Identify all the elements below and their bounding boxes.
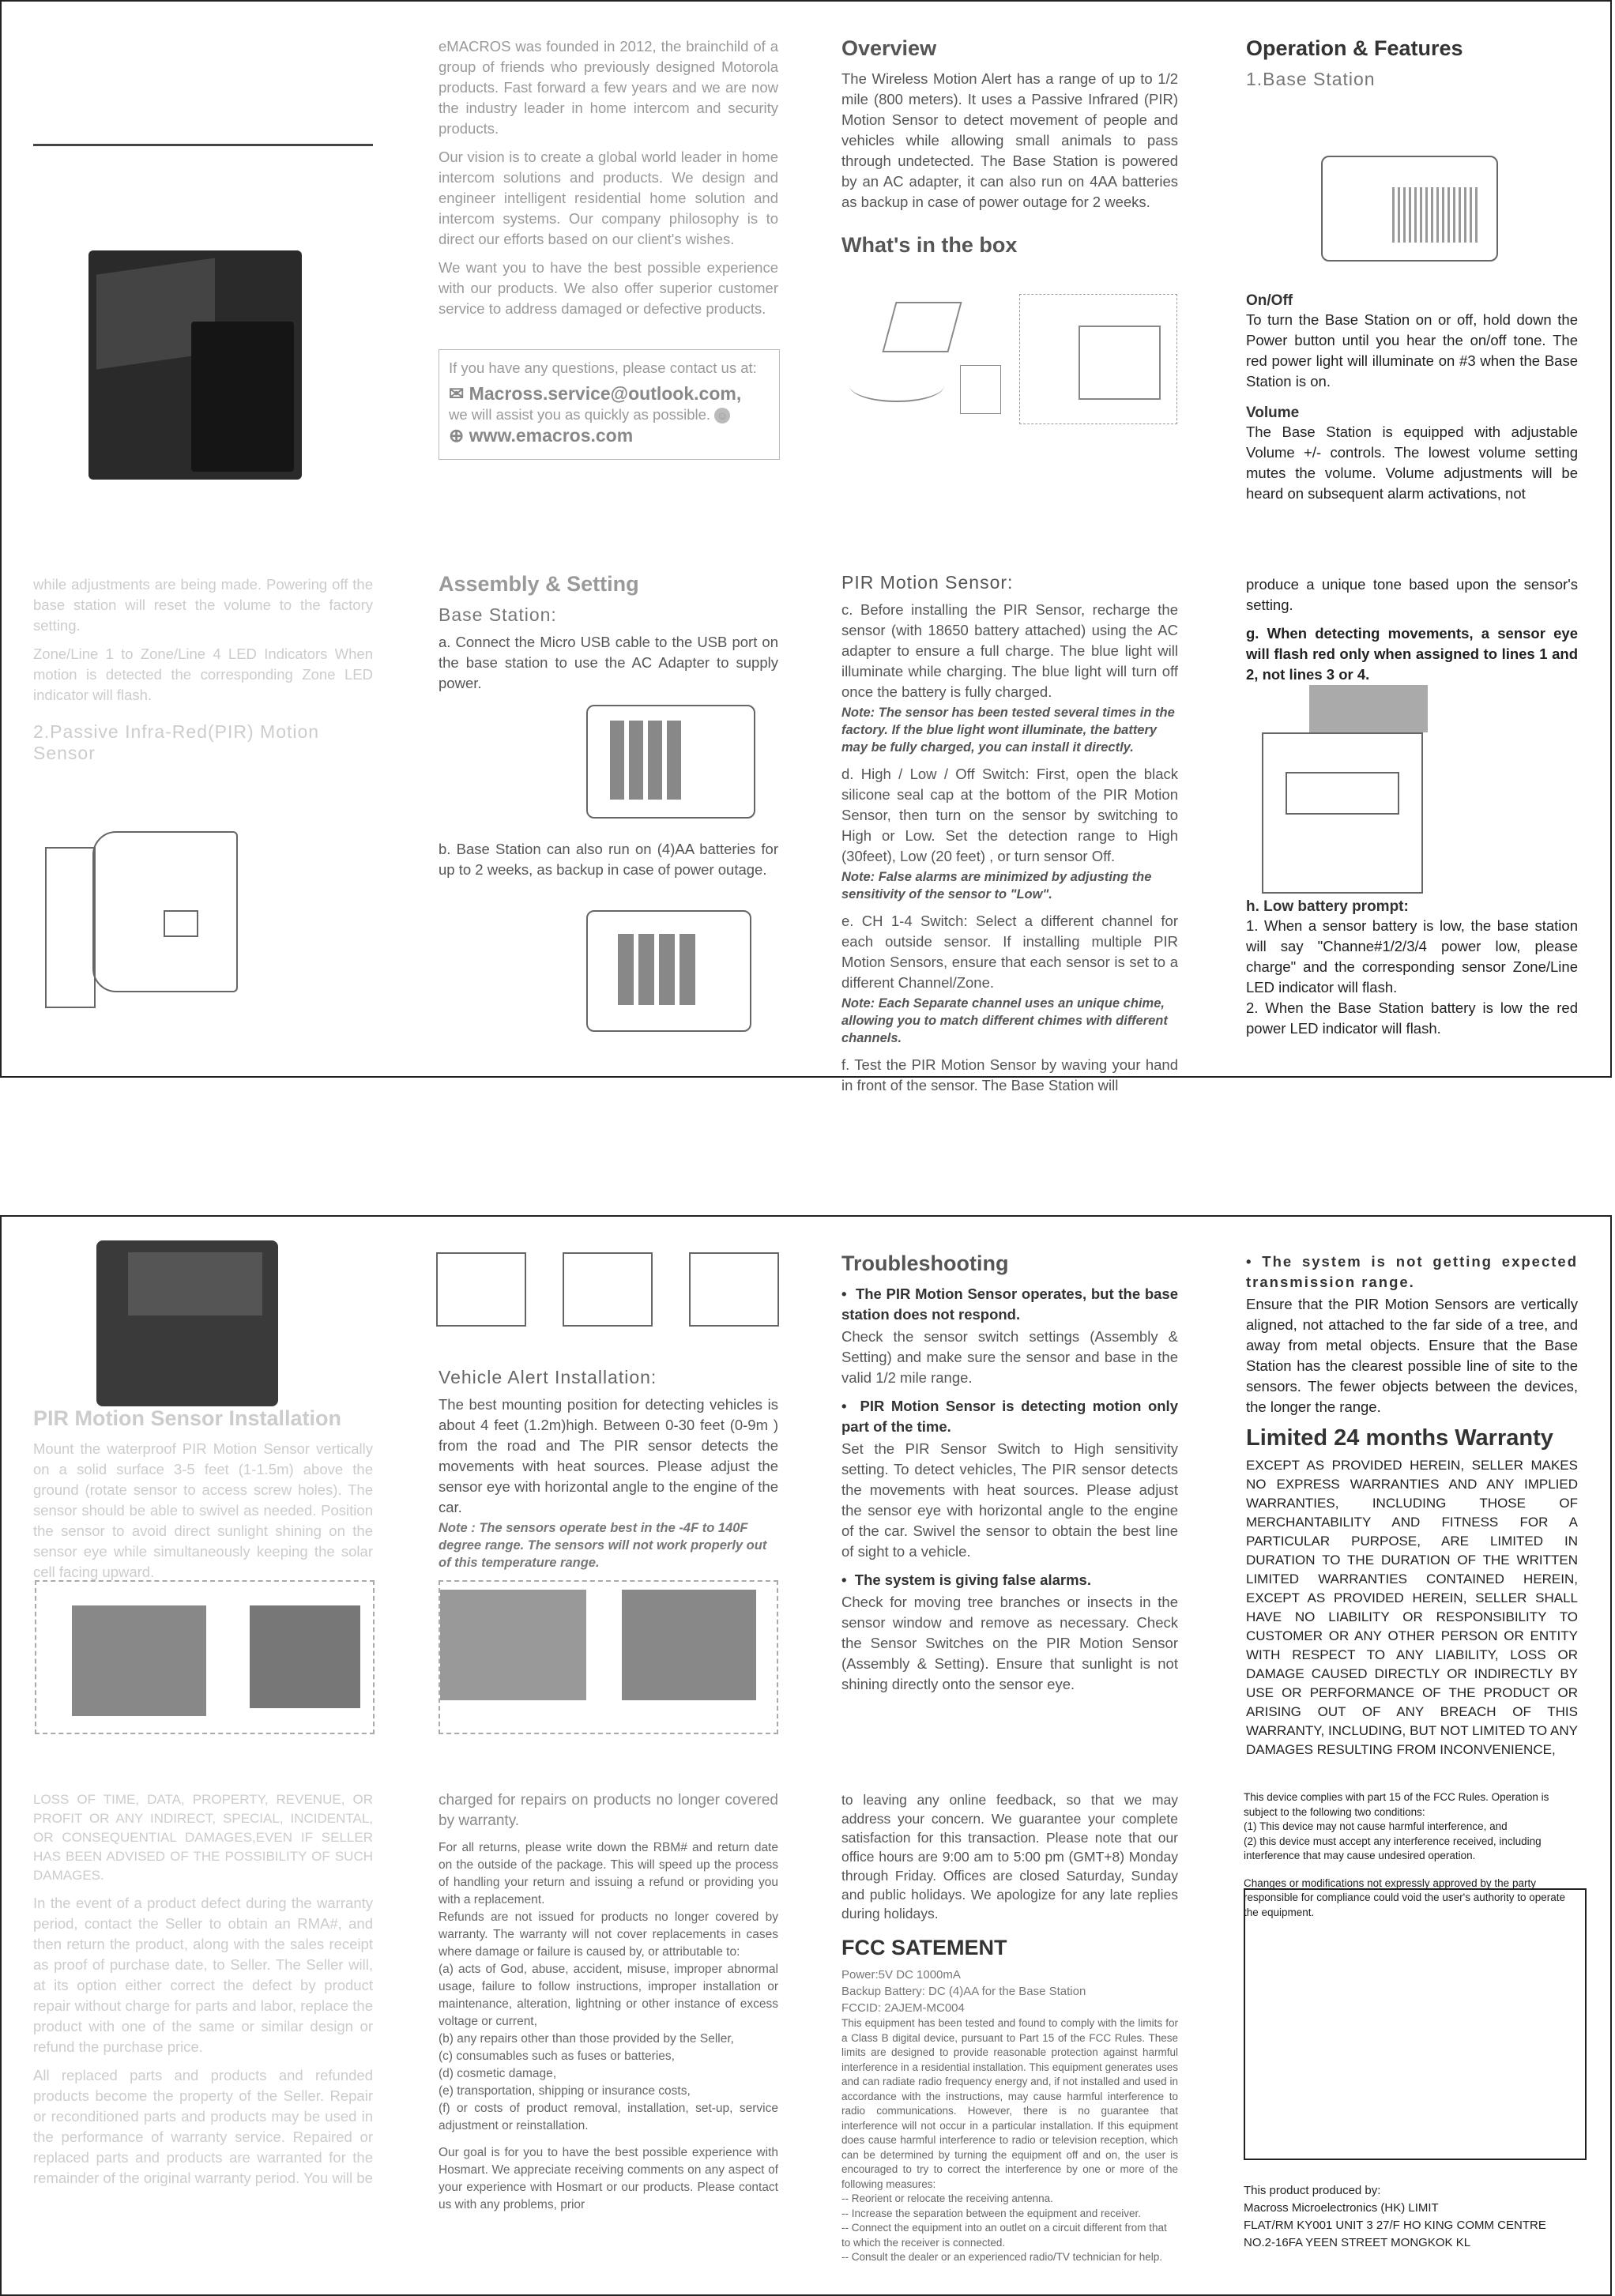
pir-sensor-diagram	[45, 815, 266, 1005]
returns-p4: Our goal is for you to have the best possible experience with Hosmart. We appreciate receiving comments on any aspect of your experience with Hosmart or our products. Please contact us with any problems, prior	[439, 2146, 778, 2211]
producer-company: Macross Microelectronics (HK) LIMIT	[1244, 2201, 1439, 2215]
trouble-q2: • PIR Motion Sensor is detecting motion only part of the time.	[841, 1398, 1178, 1435]
contact-email[interactable]: Macross.service@outlook.com,	[469, 383, 742, 404]
usb-connection-diagram	[491, 689, 768, 831]
trouble-a4: Ensure that the PIR Motion Sensors are vertically aligned, not attached to the far side of a tree, and away from metal objects. Ensure that the Base Station has the clearest possible line of site to the sensors. The fewer objects between the devices, the longer the range.	[1246, 1296, 1578, 1415]
tone-text: produce a unique tone based upon the sensor's setting.	[1246, 576, 1578, 613]
operation-panel	[1246, 36, 1578, 96]
overview-panel	[841, 36, 1178, 265]
base-station-subtitle: 1.Base Station	[1246, 69, 1376, 89]
globe-icon: ⊕	[449, 425, 465, 446]
exclusion-item: (f) or costs of product removal, installation, set-up, service adjustment or reinstallation.	[439, 2102, 778, 2132]
installation-panel	[33, 1406, 373, 1590]
operation-title: Operation & Features	[1246, 36, 1463, 60]
fcc-measure: -- Connect the equipment into an outlet on a circuit different from that to which the receiver is connected.	[841, 2222, 1167, 2249]
assembly-panel	[439, 572, 778, 702]
installation-examples-box	[35, 1580, 375, 1734]
returns-panel	[439, 1790, 778, 2222]
contact-box	[439, 349, 780, 460]
compliance-p1: This device complies with part 15 of the FCC Rules. Operation is subject to the following two conditions:	[1244, 1791, 1549, 1818]
base-station-diagram	[1297, 132, 1499, 270]
trouble-a2: Set the PIR Sensor Switch to High sensitivity setting. To detect vehicles, The PIR sensor detects the movements with heat sources. Please adjust the sensor eye with horizontal angle to the engine of the car. Swivel the sensor to obtain the best line of sight to a vehicle.	[841, 1440, 1178, 1560]
pir-setup-panel	[841, 572, 1178, 1104]
fcc-backup: Backup Battery: DC (4)AA for the Base Station	[841, 1985, 1086, 1998]
low-battery-1: 1. When a sensor battery is low, the base station will say "Channe#1/2/3/4 power low, please charge" and the corresponding sensor Zone/Line LED indicator will flash.	[1246, 917, 1578, 996]
fcc-text: This equipment has been tested and found to comply with the limits for a Class B digital device, pursuant to Part 15 of the FCC Rules. These limits are designed to provide reasonable protection against harmful interference in a residential installation. This equipment generates uses and can radiate radio frequency energy and, if not installed and used in accordance with the instructions, may cause harmful interference to radio communications. However, there is no guarantee that interference will not occur in a particular installation. If this equipment does cause harmful interference to radio or television reception, which can be determined by turning the equipment off and on, the user is encouraged to try to correct the interference by one or more of the following measures:	[841, 2017, 1178, 2190]
manual-sheet-front	[0, 0, 1612, 1093]
compliance-p2: Changes or modifications not expressly approved by the party responsible for compliance could void the user's authority to operate the equipment.	[1244, 1876, 1566, 1918]
trouble-a1: Check the sensor switch settings (Assembly & Setting) and make sure the sensor and base in the valid 1/2 mile range.	[841, 1328, 1178, 1386]
warranty-continued-panel	[33, 1790, 373, 2196]
about-panel	[439, 36, 778, 327]
office-hours-text: to leaving any online feedback, so that we may address your concern. We guarantee your complete satisfaction for this transaction. Please note that our office hours are 9:00 am to 5:00 pm (GMT+8) Monday through Friday. Offices are closed Saturday, Sunday and public holidays. We apologize for any late replies during holidays.	[841, 1792, 1178, 1921]
warranty-continued-2: In the event of a product defect during the warranty period, contact the Seller to obtain an RMA#, and then return the product, along with the sales receipt as proof of purchase date, to Seller. The Seller will, at its option either correct the defect by product repair without charge for parts and labor, replace the product with one of the same or similar design or refund the purchase price.	[33, 1895, 373, 2055]
compliance-c2: (2) this device must accept any interference received, including interference that may cause undesired operation.	[1244, 1835, 1542, 1861]
returns-p2: For all returns, please write down the RBM# and return date on the outside of the package. This will speed up the process of handling your return and issuing a refund or providing you with a replacement.	[439, 1841, 778, 1906]
warranty-text: EXCEPT AS PROVIDED HEREIN, SELLER MAKES NO EXPRESS WARRANTIES AND ANY IMPLIED WARRANTIES, INCLUDING THOSE OF MERCHANTABILITY AND FITNESS FOR A PARTICULAR PURPOSE, ARE LIMITED IN DURATION TO THE DURATION OF THE WRITTEN LIMITED WARRANTIES CONTAINED HEREIN, EXCEPT AS PROVIDED HEREIN, SELLER SHALL HAVE NO LIABILITY OR RESPONSIBILITY TO CUSTOMER OR ANY OTHER PERSON OR ENTITY WITH RESPECT TO ANY LIABILITY, LOSS OR DAMAGE CAUSED DIRECTLY OR INDIRECTLY BY USE OR PERFORMANCE OF THE PRODUCT OR ARISING OUT OF ANY BREACH OF THIS WARRANTY, INCLUDING, BUT NOT LIMITED TO ANY DAMAGES RESULTING FROM INCONVENIENCE,	[1246, 1458, 1578, 1757]
email-line	[449, 383, 770, 405]
pir-step-e: e. CH 1-4 Switch: Select a different channel for each outside sensor. If installing multiple PIR Motion Sensors, ensure that each sensor is set to a different Channel/Zone.	[841, 913, 1178, 991]
features-continued-panel	[1246, 574, 1578, 693]
warranty-continued-1: LOSS OF TIME, DATA, PROPERTY, REVENUE, OR PROFIT OR ANY INDIRECT, SPECIAL, INCIDENTAL, OR CONSEQUENTIAL DAMAGES,EVEN IF SELLER HAS BEEN ADVISED OF THE POSSIBILITY OF SUCH DAMAGES.	[33, 1792, 373, 1883]
box-title: What's in the box	[841, 233, 1018, 257]
assembly-title: Assembly & Setting	[439, 572, 639, 596]
pir-setup-title: PIR Motion Sensor:	[841, 572, 1014, 593]
product-photo	[88, 250, 302, 480]
warranty-continued-3: All replaced parts and products and refunded products become the property of the Seller. Repair or reconditioned parts and products may be used in the performance of warranty service. Repaired or replaced parts and products are warranted for the remainder of the original warranty period. You will be	[33, 2067, 373, 2186]
led-indicators-text: Zone/Line 1 to Zone/Line 4 LED Indicators When motion is detected the corresponding Zone LED indicator will flash.	[33, 646, 373, 703]
cover-panel	[33, 144, 373, 152]
troubleshooting-title: Troubleshooting	[841, 1252, 1009, 1275]
contact-intro: If you have any questions, please contact us at:	[449, 359, 757, 376]
vehicle-alert-note: Note : The sensors operate best in the -4F to 140F degree range. The sensors will not work properly out of this temperature range.	[439, 1521, 767, 1570]
vehicle-alert-panel	[439, 1367, 778, 1579]
fcc-panel	[841, 1790, 1178, 2265]
assist-line	[449, 405, 770, 425]
envelope-icon: ✉	[449, 383, 465, 404]
exclusions-list	[439, 1961, 778, 2135]
trouble-a3: Check for moving tree branches or insects in the sensor window and remove as necessary. Check the Sensor Switches on the PIR Motion Sensor (Assembly & Setting). Ensure that sunlight is not shining directly onto the sensor eye.	[841, 1594, 1178, 1692]
onoff-volume-panel	[1246, 292, 1578, 512]
trouble-q4: • The system is not getting expected transmission range.	[1246, 1253, 1578, 1290]
onoff-title: On/Off	[1246, 292, 1293, 309]
sensor-switch-diagram	[1262, 685, 1467, 890]
about-paragraph: eMACROS was founded in 2012, the brainchild of a group of friends who previously designed Motorola products. Fast forward a few years and we are now the industry leader in home intercom and security products.	[439, 38, 778, 137]
exclusion-item: (c) consumables such as fuses or batteries,	[439, 2049, 675, 2063]
website-link[interactable]: www.emacros.com	[469, 425, 634, 446]
exclusion-item: (e) transportation, shipping or insurance costs,	[439, 2084, 691, 2098]
pir-note-d: Note: False alarms are minimized by adjusting the sensitivity of the sensor to "Low".	[841, 870, 1152, 901]
installation-title: PIR Motion Sensor Installation	[33, 1406, 342, 1430]
trouble-q3: • The system is giving false alarms.	[841, 1571, 1091, 1588]
returns-p1: charged for repairs on products no longer covered by warranty.	[439, 1792, 778, 1829]
box-contents-illustration	[841, 294, 1178, 428]
exclusion-item: (a) acts of God, abuse, accident, misuse, improper abnormal usage, failure to follow instructions, improper installation or maintenance, alteration, lightning or other instance of excess voltage or current,	[439, 1963, 778, 2028]
assist-text: we will assist you as quickly as possible.	[449, 406, 711, 423]
cover-divider	[33, 144, 373, 146]
battery-compartment-diagram	[578, 902, 756, 1037]
troubleshooting-panel	[841, 1252, 1178, 1703]
low-battery-title: h. Low battery prompt:	[1246, 898, 1409, 915]
fcc-title: FCC SATEMENT	[841, 1936, 1007, 1959]
manual-sheet-back	[0, 1215, 1612, 2296]
volume-continued-panel	[33, 574, 373, 770]
volume-continued-text: while adjustments are being made. Powering off the base station will reset the volume to the factory setting.	[33, 576, 373, 634]
exclusion-item: (b) any repairs other than those provided by the Seller,	[439, 2032, 734, 2046]
pir-step-d: d. High / Low / Off Switch: First, open the black silicone seal cap at the bottom of the PIR Motion Sensor, then turn on the sensor by switching to High or Low. Set the detection range to High (30feet), Low (20 feet) , or turn sensor Off.	[841, 766, 1178, 864]
installation-text: Mount the waterproof PIR Motion Sensor vertically on a solid surface 3-5 feet (1-1.5m) above the ground (rotate sensor to access screw holes). The sensor should be able to swivel as needed. Position the sensor to avoid direct sunlight shining on the sensor eye while simultaneously keeping the solar cell facing upward.	[33, 1440, 373, 1580]
base-station-sub: Base Station:	[439, 604, 557, 625]
assembly-step-b: b. Base Station can also run on (4)AA batteries for up to 2 weeks, as backup in case of power outage.	[439, 841, 778, 878]
vehicle-alert-text: The best mounting position for detecting vehicles is about 4 feet (1.2m)high. Between 0-30 feet (0-9m ) from the road and The PIR sensor detects the movements with heat sources. Please adjust the sensor eye with horizontal angle to the engine of the car.	[439, 1396, 778, 1515]
pir-sensor-title: 2.Passive Infra-Red(PIR) Motion Sensor	[33, 721, 320, 763]
fcc-measure: -- Consult the dealer or an experienced radio/TV technician for help.	[841, 2251, 1162, 2263]
onoff-text: To turn the Base Station on or off, hold down the Power button until you hear the on/off tone. The red power light will illuminate on #3 when the Base Station is on.	[1246, 311, 1578, 390]
producer-address-2: NO.2-16FA YEEN STREET MONGKOK KL	[1244, 2236, 1471, 2249]
fcc-id: FCCID: 2AJEM-MC004	[841, 2001, 965, 2015]
pir-step-f: f. Test the PIR Motion Sensor by waving your hand in front of the sensor. The Base Station will	[841, 1056, 1178, 1093]
fcc-power: Power:5V DC 1000mA	[841, 1968, 961, 1982]
fcc-measure: -- Reorient or relocate the receiving antenna.	[841, 2192, 1053, 2204]
overview-title: Overview	[841, 36, 937, 60]
warranty-title: Limited 24 months Warranty	[1246, 1425, 1553, 1451]
range-warranty-panel	[1246, 1252, 1578, 1767]
volume-title: Volume	[1246, 405, 1300, 421]
pir-note-c: Note: The sensor has been tested several times in the factory. If the blue light wont illuminate, the battery may be fully charged, you can install it directly.	[841, 706, 1175, 755]
low-battery-2: 2. When the Base Station battery is low the red power LED indicator will flash.	[1246, 999, 1578, 1037]
sensor-rotation-diagram	[436, 1240, 784, 1335]
website-line	[449, 425, 770, 446]
vehicle-alert-title: Vehicle Alert Installation:	[439, 1367, 657, 1387]
producer-panel	[1244, 2182, 1583, 2252]
smiley-icon: ☺	[714, 408, 730, 423]
pir-note-e: Note: Each Separate channel uses an unique chime, allowing you to match different chimes with different channels.	[841, 996, 1168, 1045]
pir-step-c: c. Before installing the PIR Sensor, recharge the sensor (with 18650 battery attached) using the AC adapter to ensure a full charge. The blue light will illuminate while charging. The blue light will turn off once the battery is fully charged.	[841, 601, 1178, 700]
about-paragraph: Our vision is to create a global world leader in home intercom solutions and products. We design and engineer intelligent residential home solution and intercom systems. Our company philosophy is to direct our efforts based on our client's wishes.	[439, 149, 778, 247]
volume-text: The Base Station is equipped with adjustable Volume +/- controls. The lowest volume setting mutes the volume. Volume adjustments will be heard on subsequent alarm activations, not	[1246, 423, 1578, 502]
overview-text: The Wireless Motion Alert has a range of up to 1/2 mile (800 meters). It uses a Passive Infrared (PIR) Motion Sensor to detect movement of people and vehicles while allowing small animals to pass through undetected. The Base Station is powered by an AC adapter, it can also run on 4AA batteries as backup in case of power outage for 2 weeks.	[841, 70, 1178, 210]
produced-by: This product produced by:	[1244, 2184, 1381, 2197]
trouble-q1: • The PIR Motion Sensor operates, but the base station does not respond.	[841, 1285, 1178, 1323]
vehicle-examples-box	[439, 1580, 778, 1734]
about-paragraph: We want you to have the best possible experience with our products. We also offer superior customer service to address damaged or defective products.	[439, 259, 778, 317]
fcc-label-box	[1244, 1888, 1587, 2160]
compliance-c1: (1) This device may not cause harmful interference, and	[1244, 1820, 1508, 1832]
mounted-sensor-photo	[96, 1240, 278, 1406]
step-g: g. When detecting movements, a sensor eye will flash red only when assigned to lines 1 and 2, not lines 3 or 4.	[1246, 625, 1578, 683]
exclusion-item: (d) cosmetic damage,	[439, 2067, 557, 2080]
low-battery-panel	[1246, 898, 1578, 1047]
assembly-step-a: a. Connect the Micro USB cable to the USB port on the base station to use the AC Adapter to supply power.	[439, 634, 778, 691]
producer-address-1: FLAT/RM KY001 UNIT 3 27/F HO KING COMM CENTRE	[1244, 2219, 1546, 2232]
assembly-step-b-panel	[439, 839, 778, 888]
fcc-measure: -- Increase the separation between the equipment and receiver.	[841, 2207, 1141, 2219]
returns-p3: Refunds are not issued for products no longer covered by warranty. The warranty will not cover replacements in cases where damage or failure is caused by, or attributable to:	[439, 1910, 778, 1959]
